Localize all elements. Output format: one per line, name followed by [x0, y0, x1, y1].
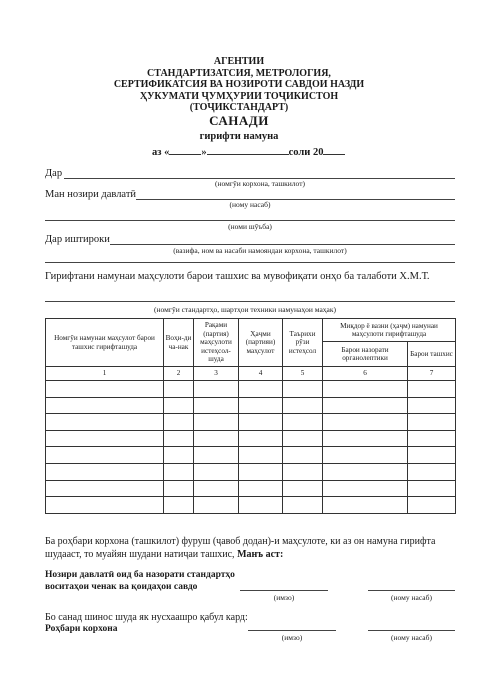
date-prefix: аз « [152, 147, 170, 158]
table-cell[interactable] [194, 447, 239, 464]
conclusion-paragraph [45, 536, 457, 561]
table-cell[interactable] [408, 397, 456, 414]
table-cell[interactable] [164, 430, 194, 447]
table-row [46, 480, 456, 497]
table-cell[interactable] [239, 430, 283, 447]
agency-line-5: (ТОҶИКСТАНДАРТ) [189, 102, 289, 113]
inspector-caption-dept: (номи шӯъба) [228, 222, 272, 231]
table-cell[interactable] [323, 430, 408, 447]
participation-field[interactable] [110, 244, 455, 245]
table-cell[interactable] [239, 397, 283, 414]
table-cell[interactable] [239, 480, 283, 497]
table-cell[interactable] [239, 447, 283, 464]
table-cell[interactable] [46, 397, 164, 414]
table-row [46, 381, 456, 398]
col-number: 4 [239, 367, 283, 381]
inspector-signature-field[interactable] [240, 590, 328, 591]
document-title: САНАДИ [209, 113, 269, 128]
table-row [46, 497, 456, 514]
table-cell[interactable] [283, 430, 323, 447]
col-number: 1 [46, 367, 164, 381]
participation-field-2[interactable] [45, 262, 455, 263]
conclusion-text: Ба роҳбари корхона (ташкилот) фуруш (ҷавоб додан)-и маҳсулоте, ки аз он намуна гирифта шудааст, то муайян шудани натиҷаи ташхис, [45, 536, 436, 560]
inspector-label: Ман нозири давлатӣ [45, 189, 137, 200]
col-organoleptic-header: Барои назорати органолептики [323, 342, 408, 367]
participation-label: Дар иштироки [45, 234, 110, 245]
table-cell[interactable] [323, 381, 408, 398]
col-quantity-group-header: Миқдор ё вазни (ҳаҷм) намунаи маҳсулоти гирифташуда [323, 319, 456, 342]
table-row [46, 397, 456, 414]
table-cell[interactable] [194, 480, 239, 497]
col-unit-header: Воҳи-ди ча-нак [164, 319, 194, 367]
table-cell[interactable] [164, 381, 194, 398]
table-cell[interactable] [323, 480, 408, 497]
agency-line-2: СТАНДАРТИЗАТСИЯ, МЕТРОЛОГИЯ, [147, 67, 331, 79]
table-cell[interactable] [46, 497, 164, 514]
table-cell[interactable] [283, 480, 323, 497]
col-batch-volume-header: Ҳаҷми (партияи) маҳсулот [239, 319, 283, 367]
table-cell[interactable] [283, 497, 323, 514]
table-cell[interactable] [164, 414, 194, 431]
table-cell[interactable] [194, 414, 239, 431]
date-suffix: соли 20 [288, 147, 324, 158]
table-cell[interactable] [46, 430, 164, 447]
date-day-blank[interactable] [169, 154, 201, 155]
col-production-date-header: Таърихи рӯзи истеҳсол [283, 319, 323, 367]
col-number: 7 [408, 367, 456, 381]
table-cell[interactable] [194, 463, 239, 480]
table-cell[interactable] [323, 463, 408, 480]
table-cell[interactable] [194, 430, 239, 447]
table-row [46, 414, 456, 431]
agency-header [0, 56, 478, 114]
purpose-text: Гирифтани намунаи маҳсулоти барои ташхис ва мувофиқати онҳо ба талаботи Х.М.Т. [45, 271, 430, 282]
table-cell[interactable] [164, 480, 194, 497]
table-cell[interactable] [283, 397, 323, 414]
table-cell[interactable] [323, 497, 408, 514]
table-cell[interactable] [46, 480, 164, 497]
table-cell[interactable] [239, 497, 283, 514]
table-cell[interactable] [46, 463, 164, 480]
inspector-caption-name: (ному насаб) [229, 200, 271, 209]
table-cell[interactable] [408, 430, 456, 447]
samples-table [45, 318, 456, 514]
agency-line-3: СЕРТИФИКАТСИЯ ВА НОЗИРОТИ САВДОИ НАЗДИ [113, 79, 365, 90]
table-cell[interactable] [408, 497, 456, 514]
col-number: 2 [164, 367, 194, 381]
table-cell[interactable] [194, 397, 239, 414]
table-cell[interactable] [283, 463, 323, 480]
table-row [46, 463, 456, 480]
purpose-field[interactable] [45, 301, 455, 302]
date-month-blank[interactable] [207, 154, 289, 155]
table-cell[interactable] [408, 480, 456, 497]
table-cell[interactable] [46, 414, 164, 431]
table-cell[interactable] [283, 414, 323, 431]
agency-line-4: ҲУКУМАТИ ҶУМҲУРИИ ТОҶИКИСТОН [139, 90, 339, 102]
director-title: Роҳбари корхона [45, 624, 118, 634]
purpose-caption: (номгӯи стандартҳо, шартҳои техники намунаҳои маҳак) [154, 305, 336, 314]
received-text: Бо санад шинос шуда як нусхаашро қабул кард: [45, 612, 248, 623]
table-cell[interactable] [239, 381, 283, 398]
inspector-name-sign-field[interactable] [368, 590, 455, 591]
table-row [46, 447, 456, 464]
table-cell[interactable] [194, 381, 239, 398]
table-row [46, 430, 456, 447]
col-number: 3 [194, 367, 239, 381]
date-line [152, 147, 345, 158]
inspector-dept-field[interactable] [45, 220, 455, 221]
col-sample-name-header: Номгӯи намунаи маҳсулот барои ташхис гирифташуда [46, 319, 164, 367]
inspector-title-line-2: воситаҳои ченак ва қоидаҳои савдо [45, 582, 198, 592]
director-name-field[interactable] [368, 630, 455, 631]
director-name-caption: (ному насаб) [391, 633, 432, 642]
conclusion-emphasis: Манъ аст: [237, 548, 284, 560]
table-cell[interactable] [164, 397, 194, 414]
inspector-title-line-1: Нозири давлатӣ оид ба назорати стандартҳо [45, 570, 235, 580]
table-cell[interactable] [408, 414, 456, 431]
table-cell[interactable] [408, 447, 456, 464]
inspector-sign-caption: (имзо) [273, 593, 295, 602]
table-cell[interactable] [46, 381, 164, 398]
document-subtitle: гирифти намуна [199, 131, 279, 142]
inspector-name-caption: (ному насаб) [391, 593, 432, 602]
participation-caption: (вазифа, ном ва насаби намояндаи корхона, ташкилот) [173, 246, 347, 255]
dar-caption: (номгӯи корхона, ташкилот) [215, 179, 305, 188]
table-cell[interactable] [164, 497, 194, 514]
director-sign-caption: (имзо) [281, 633, 303, 642]
director-signature-field[interactable] [248, 630, 336, 631]
table-cell[interactable] [239, 463, 283, 480]
col-number: 6 [323, 367, 408, 381]
table-cell[interactable] [164, 447, 194, 464]
col-analysis-header: Барои ташхис [408, 342, 456, 367]
table-cell[interactable] [408, 463, 456, 480]
date-mid: » [201, 147, 207, 158]
table-cell[interactable] [408, 381, 456, 398]
col-number: 5 [283, 367, 323, 381]
table-cell[interactable] [323, 447, 408, 464]
table-cell[interactable] [283, 381, 323, 398]
table-cell[interactable] [239, 414, 283, 431]
dar-label: Дар [45, 168, 63, 179]
table-cell[interactable] [323, 414, 408, 431]
table-cell[interactable] [164, 463, 194, 480]
table-cell[interactable] [194, 497, 239, 514]
table-cell[interactable] [46, 447, 164, 464]
col-batch-number-header: Рақами (партия) маҳсулоти истеҳсол-шуда [194, 319, 239, 367]
table-cell[interactable] [323, 397, 408, 414]
date-year-blank[interactable] [323, 154, 345, 155]
table-cell[interactable] [283, 447, 323, 464]
agency-line-1: АГЕНТИИ [213, 56, 265, 67]
